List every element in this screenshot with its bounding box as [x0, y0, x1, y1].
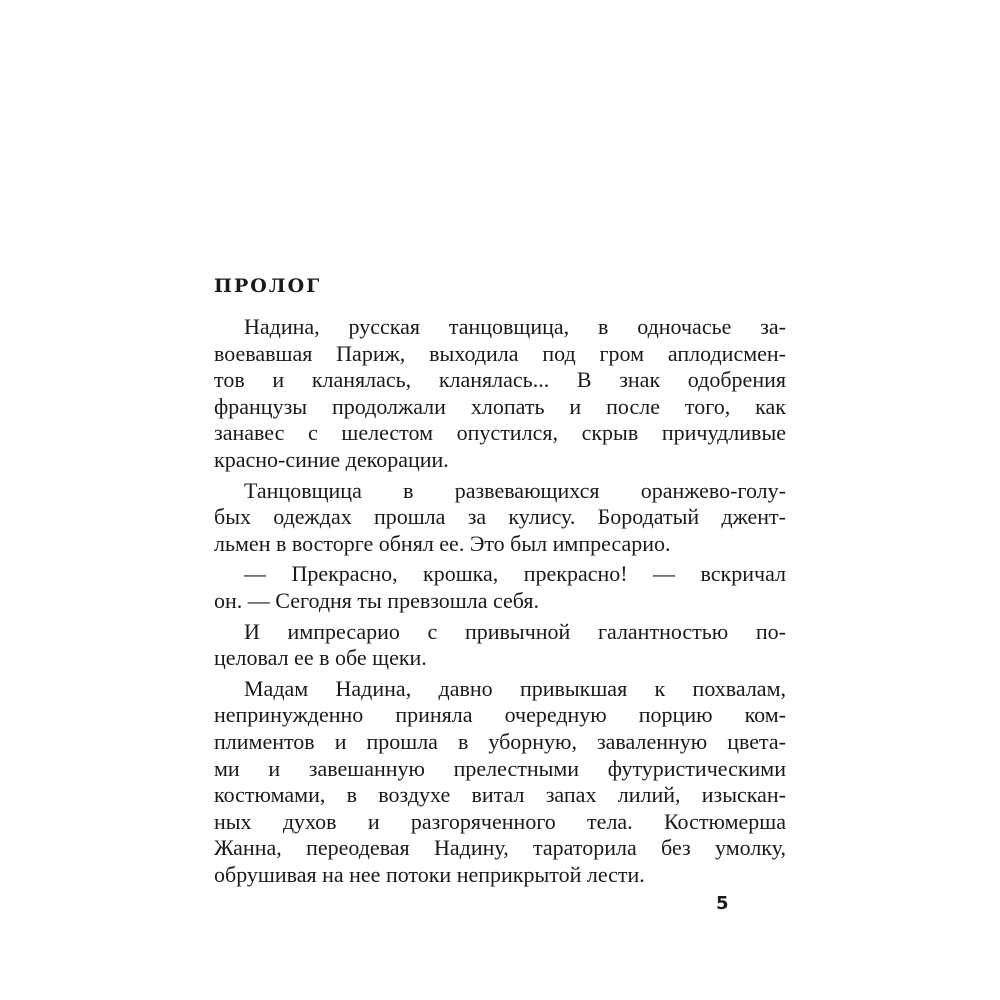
text-line: непринужденно приняла очередную порцию ком-: [214, 702, 786, 728]
text-line: он. — Сегодня ты превзошла себя.: [214, 587, 540, 613]
paragraph-5: [214, 676, 786, 889]
paragraph-3: [214, 561, 786, 614]
text-line: Надина, русская танцовщица, в одночасье за-: [244, 314, 786, 339]
text-line: И импресарио с привычной галантностью по-: [244, 618, 786, 644]
text-line: целовал ее в обе щеки.: [214, 645, 427, 671]
text-line: воевавшая Париж, выходила под гром аплодисмен-: [214, 340, 786, 366]
text-line: тов и кланялась, кланялась... В знак одобрения: [214, 367, 786, 393]
chapter-title: ПРОЛОГ: [214, 275, 322, 297]
text-line: французы продолжали хлопать и после того, как: [214, 393, 786, 419]
text-line: — Прекрасно, крошка, прекрасно! — вскричал: [244, 561, 786, 587]
text-line: красно-синие декорации.: [214, 446, 449, 472]
text-line: плиментов и прошла в уборную, заваленную цвета-: [214, 728, 786, 754]
text-line: костюмами, в воздухе витал запах лилий, изыскан-: [214, 782, 786, 808]
text-line: ми и завешанную прелестными футуристическими: [214, 755, 786, 781]
text-line: Жанна, переодевая Надину, тараторила без умолку,: [214, 835, 786, 861]
text-line: занавес с шелестом опустился, скрыв причудливые: [214, 420, 786, 446]
text-line: Мадам Надина, давно привыкшая к похвалам,: [244, 675, 786, 701]
text-line: бых одеждах прошла за кулису. Бородатый джент-: [214, 504, 786, 530]
text-line: обрушивая на нее потоки неприкрытой лести.: [214, 861, 645, 887]
text-line: ных духов и разгоряченного тела. Костюмерша: [214, 808, 786, 834]
text-line: Танцовщица в развевающихся оранжево-голу-: [244, 477, 786, 503]
paragraph-4: [214, 619, 786, 672]
page-number: 5: [716, 893, 729, 914]
paragraph-2: [214, 478, 786, 558]
text-line: льмен в восторге обнял ее. Это был импресарио.: [214, 530, 671, 556]
paragraph-1: [214, 314, 786, 474]
body-text: [214, 314, 786, 892]
